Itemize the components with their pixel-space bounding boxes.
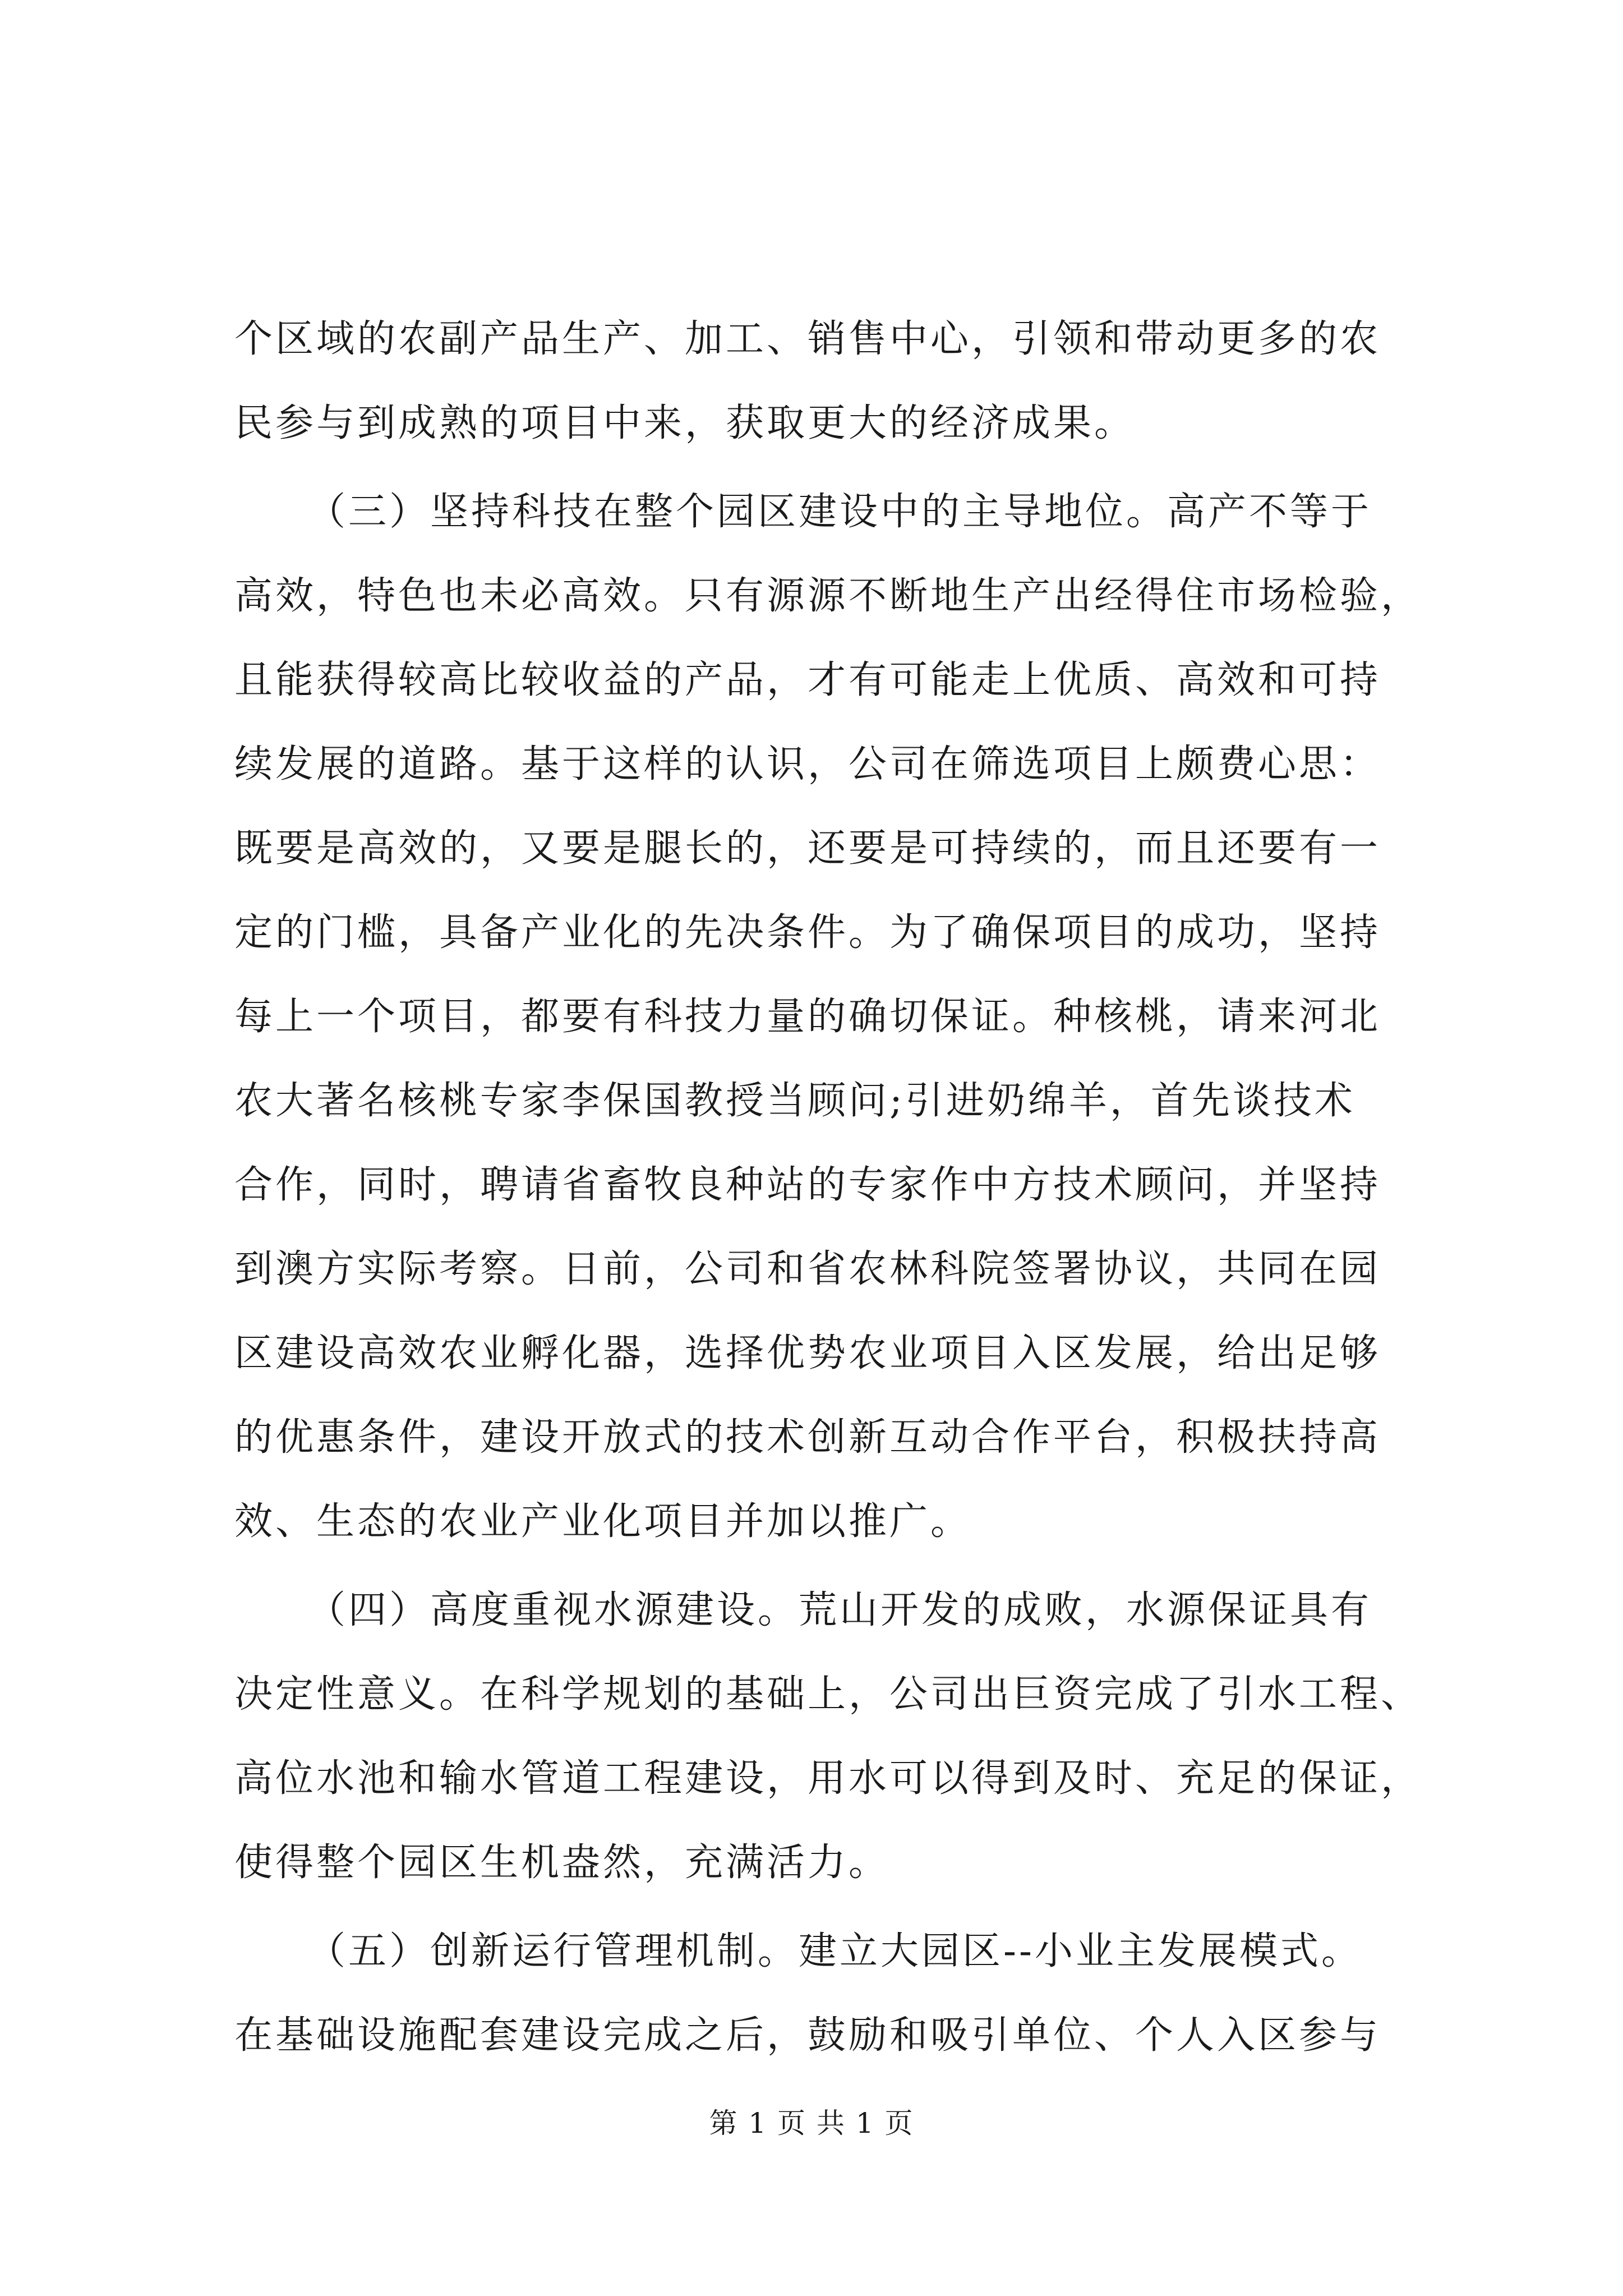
- text-line: 定的门槛，具备产业化的先决条件。为了确保项目的成功，坚持: [234, 910, 1381, 955]
- text-line: 使得整个园区生机盎然，充满活力。: [234, 1841, 890, 1885]
- text-line: 农大著名核桃专家李保国教授当顾问;引进奶绵羊，首先谈技术: [234, 1079, 1355, 1123]
- text-line: 在基础设施配套建设完成之后，鼓励和吸引单位、个人入区参与: [234, 2013, 1381, 2058]
- paragraph-heading-line: （四）高度重视水源建设。荒山开发的成败，水源保证具有: [307, 1588, 1372, 1632]
- text-line: 区建设高效农业孵化器，选择优势农业项目入区发展，给出足够: [234, 1331, 1381, 1375]
- paragraph-heading-line: （三）坚持科技在整个园区建设中的主导地位。高产不等于: [307, 490, 1372, 534]
- text-line: 每上一个项目，都要有科技力量的确切保证。种核桃，请来河北: [234, 995, 1381, 1039]
- text-line: 到澳方实际考察。日前，公司和省农林科院签署协议，共同在园: [234, 1247, 1381, 1291]
- text-line: 个区域的农副产品生产、加工、销售中心，引领和带动更多的农: [234, 317, 1381, 361]
- body-text: [234, 297, 1422, 2078]
- text-line: 合作，同时，聘请省畜牧良种站的专家作中方技术顾问，并坚持: [234, 1163, 1381, 1207]
- text-line: 效、生态的农业产业化项目并加以推广。: [234, 1499, 972, 1544]
- text-line: 高效，特色也未必高效。只有源源不断地生产出经得住市场检验，: [234, 574, 1422, 618]
- text-line: 高位水池和输水管道工程建设，用水可以得到及时、充足的保证，: [234, 1756, 1422, 1801]
- text-line: 且能获得较高比较收益的产品，才有可能走上优质、高效和可持: [234, 658, 1381, 702]
- paragraph-heading-line: （五）创新运行管理机制。建立大园区--小业主发展模式。: [307, 1929, 1362, 1973]
- text-line: 既要是高效的，又要是腿长的，还要是可持续的，而且还要有一: [234, 826, 1381, 871]
- text-line: 决定性意义。在科学规划的基础上，公司出巨资完成了引水工程、: [234, 1672, 1422, 1717]
- text-line: 续发展的道路。基于这样的认识，公司在筛选项目上颇费心思：: [234, 742, 1381, 786]
- page-footer: [0, 2104, 1623, 2143]
- text-line: 的优惠条件，建设开放式的技术创新互动合作平台，积极扶持高: [234, 1415, 1381, 1460]
- page-number-label: 第 1 页 共 1 页: [709, 2107, 914, 2139]
- text-line: 民参与到成熟的项目中来，获取更大的经济成果。: [234, 401, 1136, 445]
